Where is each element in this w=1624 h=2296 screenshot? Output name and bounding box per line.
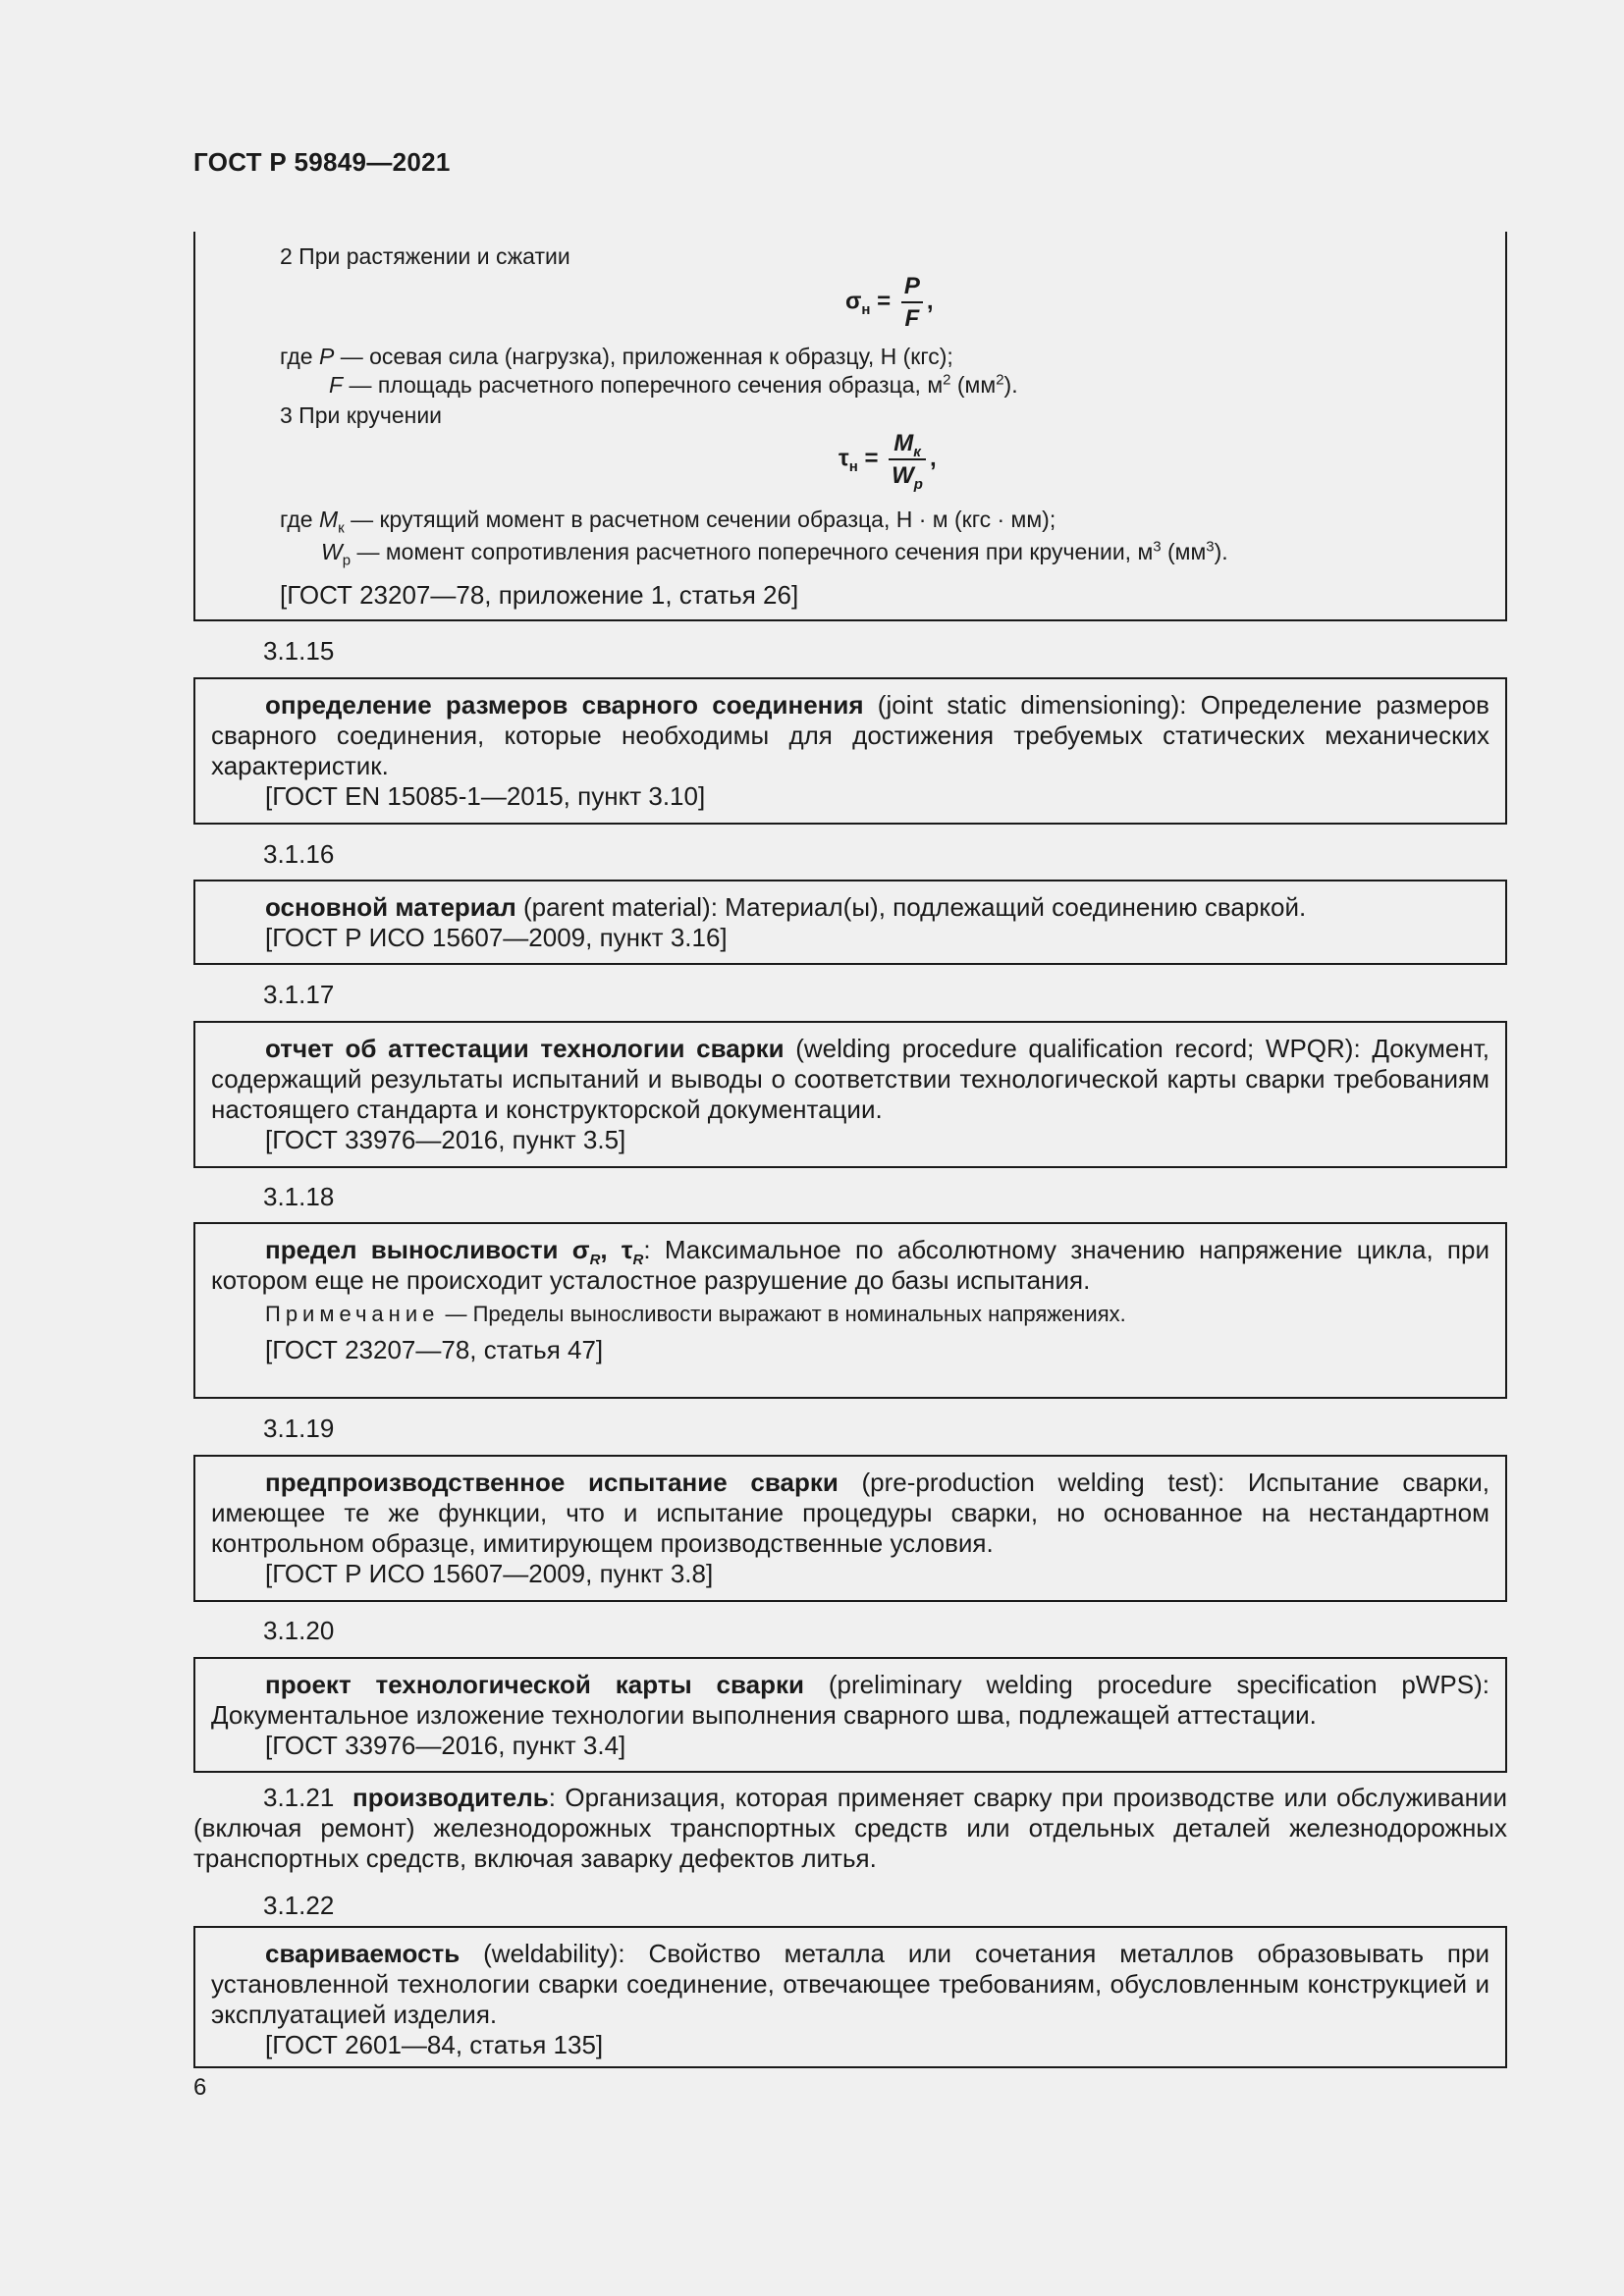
definition-box (193, 1222, 1507, 1399)
formula-fraction-2 (889, 428, 926, 491)
entry-number: 3.1.16 (263, 839, 335, 869)
definition-body: (joint static dimensioning): Определение размеров сварного соединения, которые необходимы для достижения требуемых статических механических характеристик. (211, 690, 1489, 780)
entry-number: 3.1.20 (263, 1616, 335, 1645)
document-header: ГОСТ Р 59849—2021 (193, 147, 451, 177)
where-w-end: ). (1214, 539, 1228, 564)
entry-number: 3.1.21 (263, 1783, 335, 1812)
denominator-sub: p (913, 475, 923, 493)
reference: [ГОСТ Р ИСО 15607—2009, пункт 3.8] (265, 1559, 714, 1588)
note-label: Примечание (265, 1302, 440, 1326)
term: отчет об аттестации технологии сварки (265, 1034, 785, 1063)
definition-body: : Организация, которая применяет сварку при производстве или обслуживании (включая ремонт) железнодорожных транспортных средств или отдельных деталей железнодорожных транспортных средств, включая заварку дефектов литья. (193, 1783, 1507, 1873)
numerator-sub: к (913, 443, 921, 460)
definition-body: : Максимальное по абсолютному значению напряжение цикла, при котором еще не происходит усталостное разрушение до базы испытания. (211, 1235, 1489, 1295)
term: свариваемость (265, 1939, 460, 1968)
symbol-m-sub: к (338, 519, 345, 537)
definition-text (195, 1457, 1505, 1559)
definition-box-continued (193, 232, 1507, 621)
where-f-end: ). (1003, 372, 1018, 398)
definition-text (195, 679, 1505, 781)
fraction-numerator: P (901, 271, 923, 303)
item-3-torsion: 3 При кручении (280, 402, 443, 428)
term-sub-r-2: R (632, 1252, 644, 1269)
term-sub-r: R (589, 1252, 601, 1269)
formula-torsion (839, 428, 937, 491)
formula-sigma-sub: н (861, 301, 871, 319)
reference: [ГОСТ 23207—78, статья 47] (265, 1335, 604, 1364)
where-p (280, 342, 953, 372)
symbol-p: P (318, 344, 335, 369)
symbol-f: F (329, 372, 344, 398)
where-word-2: где (280, 507, 319, 532)
reference: [ГОСТ 2601—84, статья 135] (265, 2030, 604, 2059)
fraction-numerator-2 (889, 428, 926, 460)
item-2-tension: 2 При растяжении и сжатии (280, 243, 570, 269)
term-tau: , τ (600, 1235, 633, 1264)
term: основной материал (265, 892, 516, 922)
fraction-denominator: F (904, 305, 920, 332)
formula-comma-2: , (929, 445, 937, 472)
sup-4: 3 (1206, 538, 1215, 556)
where-w (321, 537, 1228, 567)
reference: [ГОСТ 23207—78, приложение 1, статья 26] (280, 580, 799, 610)
where-m-text: — крутящий момент в расчетном сечении образца, Н · м (кгс · мм); (344, 507, 1056, 532)
formula-comma: , (926, 288, 934, 315)
definition-box (193, 1657, 1507, 1773)
note-text: — Пределы выносливости выражают в номинальных напряжениях. (439, 1302, 1126, 1326)
term: производитель (352, 1783, 549, 1812)
entry-number: 3.1.18 (263, 1182, 335, 1211)
where-f (329, 370, 1018, 400)
free-definition (193, 1783, 1507, 1874)
where-p-text: — осевая сила (нагрузка), приложенная к образцу, Н (кгс); (334, 344, 953, 369)
numerator-m: M (893, 430, 914, 456)
where-f-text: — площадь расчетного поперечного сечения образца, м (343, 372, 944, 398)
definition-body: (weldability): Свойство металла или сочетания металлов образовывать при установленной технологии сварки соединение, отвечающее требованиям, обусловленным конструкцией и эксплуатацией изделия. (211, 1939, 1489, 2029)
symbol-m: M (318, 507, 339, 532)
denominator-w: W (892, 462, 914, 489)
definition-body: (pre-production welding test): Испытание сварки, имеющее те же функции, что и испытание процедуры сварки, но основанное на нестандартном контрольном образце, имитирующем производственные условия. (211, 1468, 1489, 1558)
formula-equals: = (870, 288, 892, 315)
definition-body: (welding procedure qualification record; WPQR): Документ, содержащий результаты испытаний и выводы о соответствии технологической карты сварки требованиям настоящего стандарта и конструкторской документации. (211, 1034, 1489, 1124)
reference: [ГОСТ EN 15085-1—2015, пункт 3.10] (265, 781, 706, 811)
formula-tau-sub: н (848, 458, 858, 476)
definition-text (195, 1023, 1505, 1125)
page-number: 6 (193, 2074, 207, 2101)
definition-box (193, 1455, 1507, 1602)
fraction-denominator-2 (889, 460, 926, 491)
definition-body: (parent material): Материал(ы), подлежащий соединению сваркой. (515, 892, 1307, 922)
formula-tension (845, 271, 934, 334)
formula-equals-2: = (857, 445, 879, 472)
formula-tau: τ (839, 445, 849, 472)
term: определение размеров сварного соединения (265, 690, 864, 720)
definition-box (193, 880, 1507, 965)
reference: [ГОСТ Р ИСО 15607—2009, пункт 3.16] (265, 923, 728, 952)
sup-1: 2 (943, 371, 951, 389)
reference: [ГОСТ 33976—2016, пункт 3.5] (265, 1125, 626, 1154)
definition-text (195, 881, 1505, 923)
definition-text (195, 1659, 1505, 1731)
term: предпроизводственное испытание сварки (265, 1468, 839, 1497)
entry-number: 3.1.15 (263, 636, 335, 666)
symbol-w: W (321, 539, 343, 564)
where-w-mid: (мм (1161, 539, 1207, 564)
term: проект технологической карты сварки (265, 1670, 804, 1699)
formula-fraction (901, 271, 923, 334)
reference: [ГОСТ 33976—2016, пункт 3.4] (265, 1731, 626, 1760)
where-w-text: — момент сопротивления расчетного поперечного сечения при кручении, м (351, 539, 1154, 564)
sup-2: 2 (996, 371, 1004, 389)
formula-sigma: σ (845, 288, 862, 315)
sup-3: 3 (1153, 538, 1162, 556)
definition-body: (preliminary welding procedure specification pWPS): Документальное изложение технологии выполнения сварного шва, подлежащей аттестации. (211, 1670, 1489, 1730)
symbol-w-sub: р (342, 552, 352, 569)
where-f-mid: (мм (950, 372, 997, 398)
definition-text (195, 1928, 1505, 2030)
definition-box (193, 1021, 1507, 1168)
note (195, 1296, 1505, 1335)
entry-number: 3.1.17 (263, 980, 335, 1009)
definition-text (195, 1224, 1505, 1296)
entry-number: 3.1.19 (263, 1414, 335, 1443)
entry-number: 3.1.22 (263, 1891, 335, 1920)
term-text: предел выносливости σ (265, 1235, 590, 1264)
definition-box (193, 677, 1507, 825)
term (265, 1235, 644, 1269)
where-m (280, 505, 1056, 535)
definition-box (193, 1926, 1507, 2068)
where-word: где (280, 344, 319, 369)
